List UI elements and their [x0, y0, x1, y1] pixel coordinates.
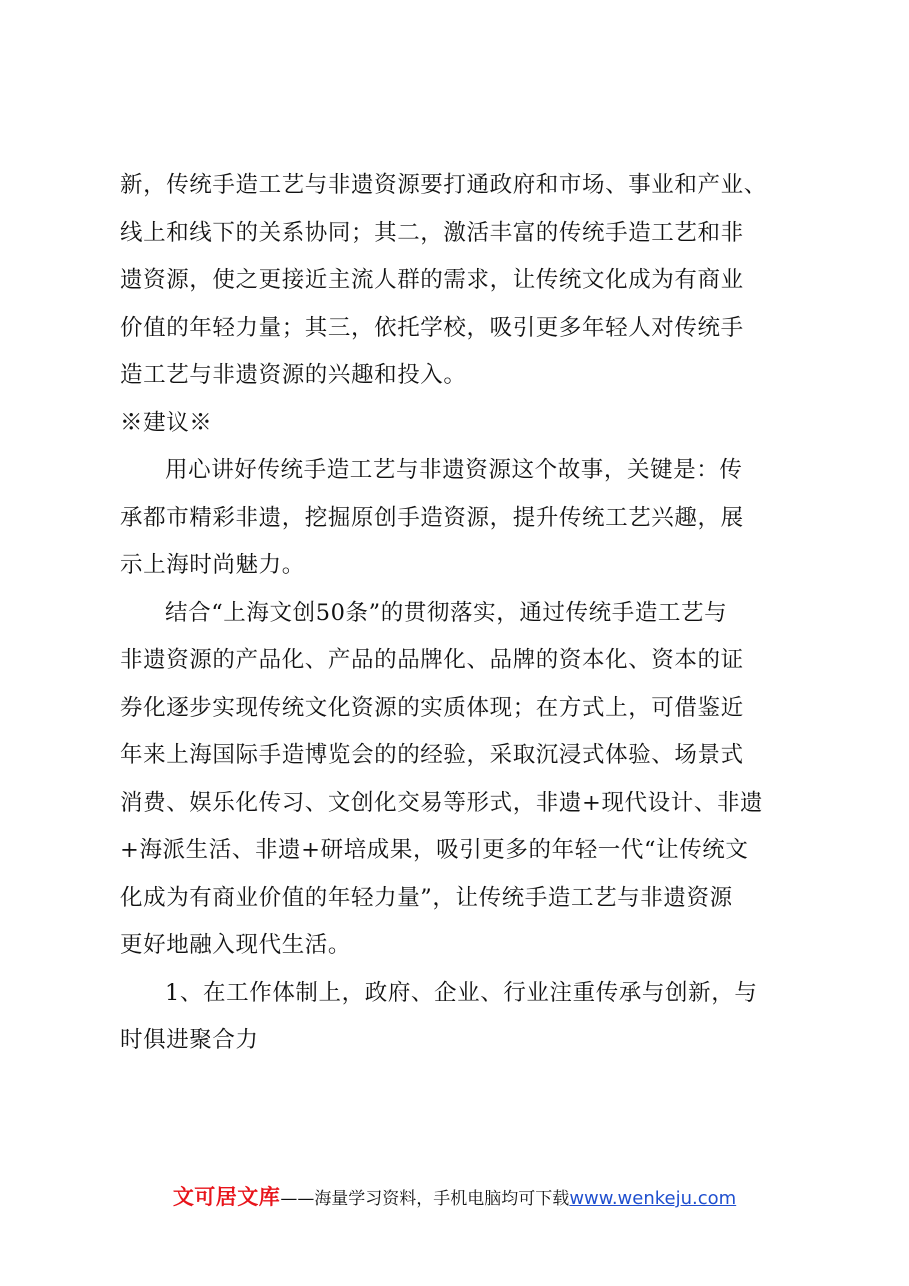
text-line: 时俱进聚合力	[120, 1027, 259, 1053]
text-line: 非遗资源的产品化、产品的品牌化、品牌的资本化、资本的证	[120, 647, 744, 673]
section-heading: ※建议※	[120, 409, 213, 436]
paragraph-first-line: 用心讲好传统手造工艺与非遗资源这个故事，关键是：传	[165, 457, 743, 483]
text-line: 新，传统手造工艺与非遗资源要打通政府和市场、事业和产业、	[120, 172, 767, 198]
text-line: +海派生活、非遗+研培成果，吸引更多的年轻一代“让传统文	[120, 837, 749, 863]
body-text	[120, 162, 800, 1065]
footer-brand: 文可居文库	[172, 1185, 281, 1209]
text-line: 线上和线下的关系协同；其二，激活丰富的传统手造工艺和非	[120, 219, 744, 246]
paragraph-first-line: 结合“上海文创50条”的贯彻落实，通过传统手造工艺与	[165, 599, 728, 626]
footer-banner	[0, 1181, 909, 1211]
text-line: 造工艺与非遗资源的兴趣和投入。	[120, 362, 467, 388]
text-line: 年来上海国际手造博览会的的经验，采取沉浸式体验、场景式	[120, 742, 744, 768]
text-line: 承都市精彩非遗，挖掘原创手造资源，提升传统工艺兴趣，展	[120, 504, 744, 531]
text-line: 价值的年轻力量；其三，依托学校，吸引更多年轻人对传统手	[120, 314, 744, 341]
text-line: 券化逐步实现传统文化资源的实质体现；在方式上，可借鉴近	[120, 694, 744, 721]
text-line: 更好地融入现代生活。	[120, 932, 352, 958]
text-line: 化成为有商业价值的年轻力量”，让传统手造工艺与非遗资源	[120, 884, 733, 911]
text-line: 示上海时尚魅力。	[120, 552, 305, 578]
text-line: 消费、娱乐化传习、文创化交易等形式，非遗+现代设计、非遗	[120, 789, 764, 816]
text-line: 遗资源，使之更接近主流人群的需求，让传统文化成为有商业	[120, 267, 744, 293]
footer-tagline: ——海量学习资料，手机电脑均可下载	[280, 1189, 570, 1209]
paragraph-first-line: 1、在工作体制上，政府、企业、行业注重传承与创新，与	[165, 979, 758, 1006]
footer-website-link[interactable]: www.wenkeju.com	[569, 1188, 737, 1209]
